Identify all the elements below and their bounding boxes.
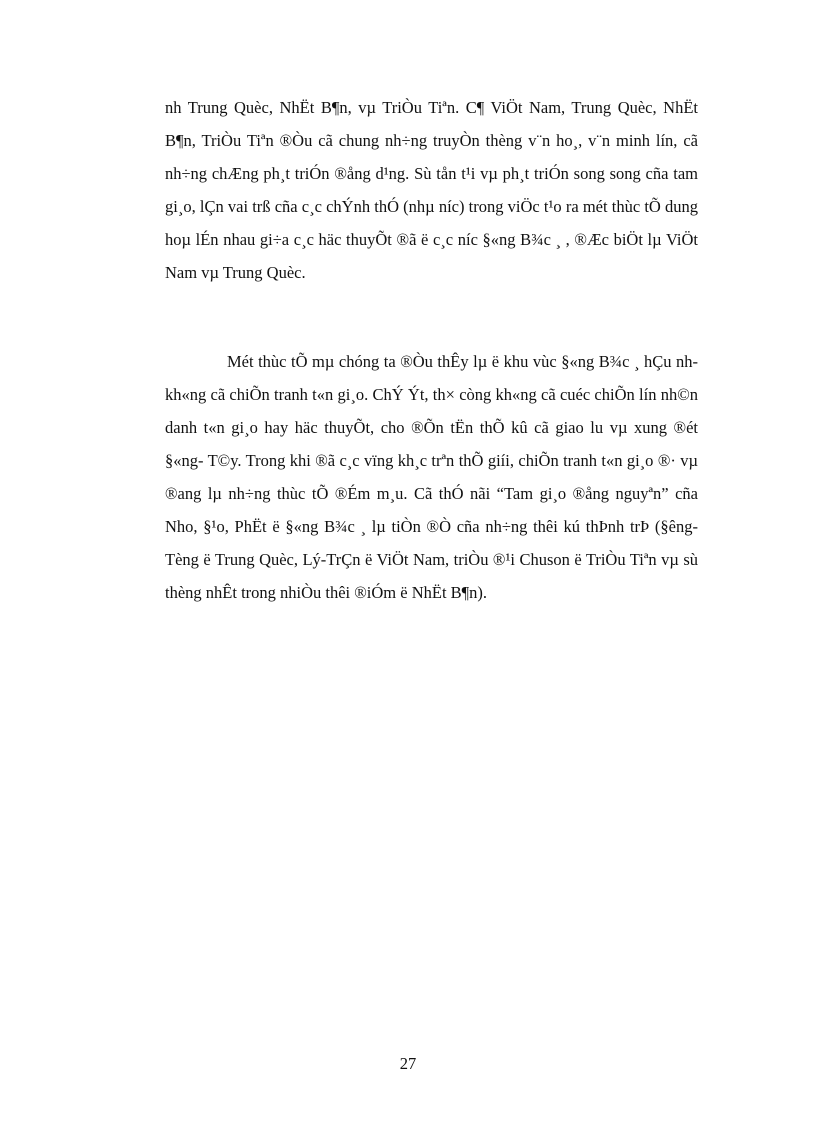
body-paragraph-2: Mét thùc tÕ mµ chóng ta ®Òu thÊy lµ ë khu vùc §«ng B¾c ¸ hÇu nh kh«ng cã chiÕn tranh t«n gi¸o. ChÝ Ýt, th× còng kh«ng cã cuéc chiÕn lín nh©n danh t«n gi¸o hay häc thuyÕt, cho ®Õn tËn thÕ kû cã giao lu vµ xung ®ét §«ng- T©y. Trong khi ®ã c¸c vïng kh¸c trªn thÕ giíi, chiÕn tranh t«n gi¸o ®· vµ ®ang lµ nh÷ng thùc tÕ ®Ém m¸u. Cã thÓ nãi “Tam gi¸o ®ång nguyªn” cña Nho, §¹o, PhËt ë §«ng B¾c ¸ lµ tiÒn ®Ò cña nh÷ng thêi kú thÞnh trÞ (§êng- Tèng ë Trung Quèc, Lý-TrÇn ë ViÖt Nam, triÒu ®¹i Chuson ë TriÒu Tiªn vµ sù thèng nhÊt trong nhiÒu thêi ®iÓm ë NhËt B¶n).	[165, 352, 698, 602]
body-paragraph-1: nh Trung Quèc, NhËt B¶n, vµ TriÒu Tiªn. C¶ ViÖt Nam, Trung Quèc, NhËt B¶n, TriÒu Tiªn ®Òu cã chung nh÷ng truyÒn thèng v¨n ho¸, v¨n minh lín, cã nh÷ng chÆng ph¸t triÓn ®ång d¹ng. Sù tån t¹i vµ ph¸t triÓn song song cña tam gi¸o, lÇn vai trß cña c¸c chÝnh thÓ (nhµ níc) trong viÖc t¹o ra mét thùc tÕ dung hoµ lÉn nhau gi÷a c¸c häc thuyÕt ®ã ë c¸c níc §«ng B¾c ¸ , ®Æc biÖt lµ ViÖt Nam vµ Trung Quèc.	[165, 98, 698, 282]
page-number: 27	[399, 1054, 417, 1073]
